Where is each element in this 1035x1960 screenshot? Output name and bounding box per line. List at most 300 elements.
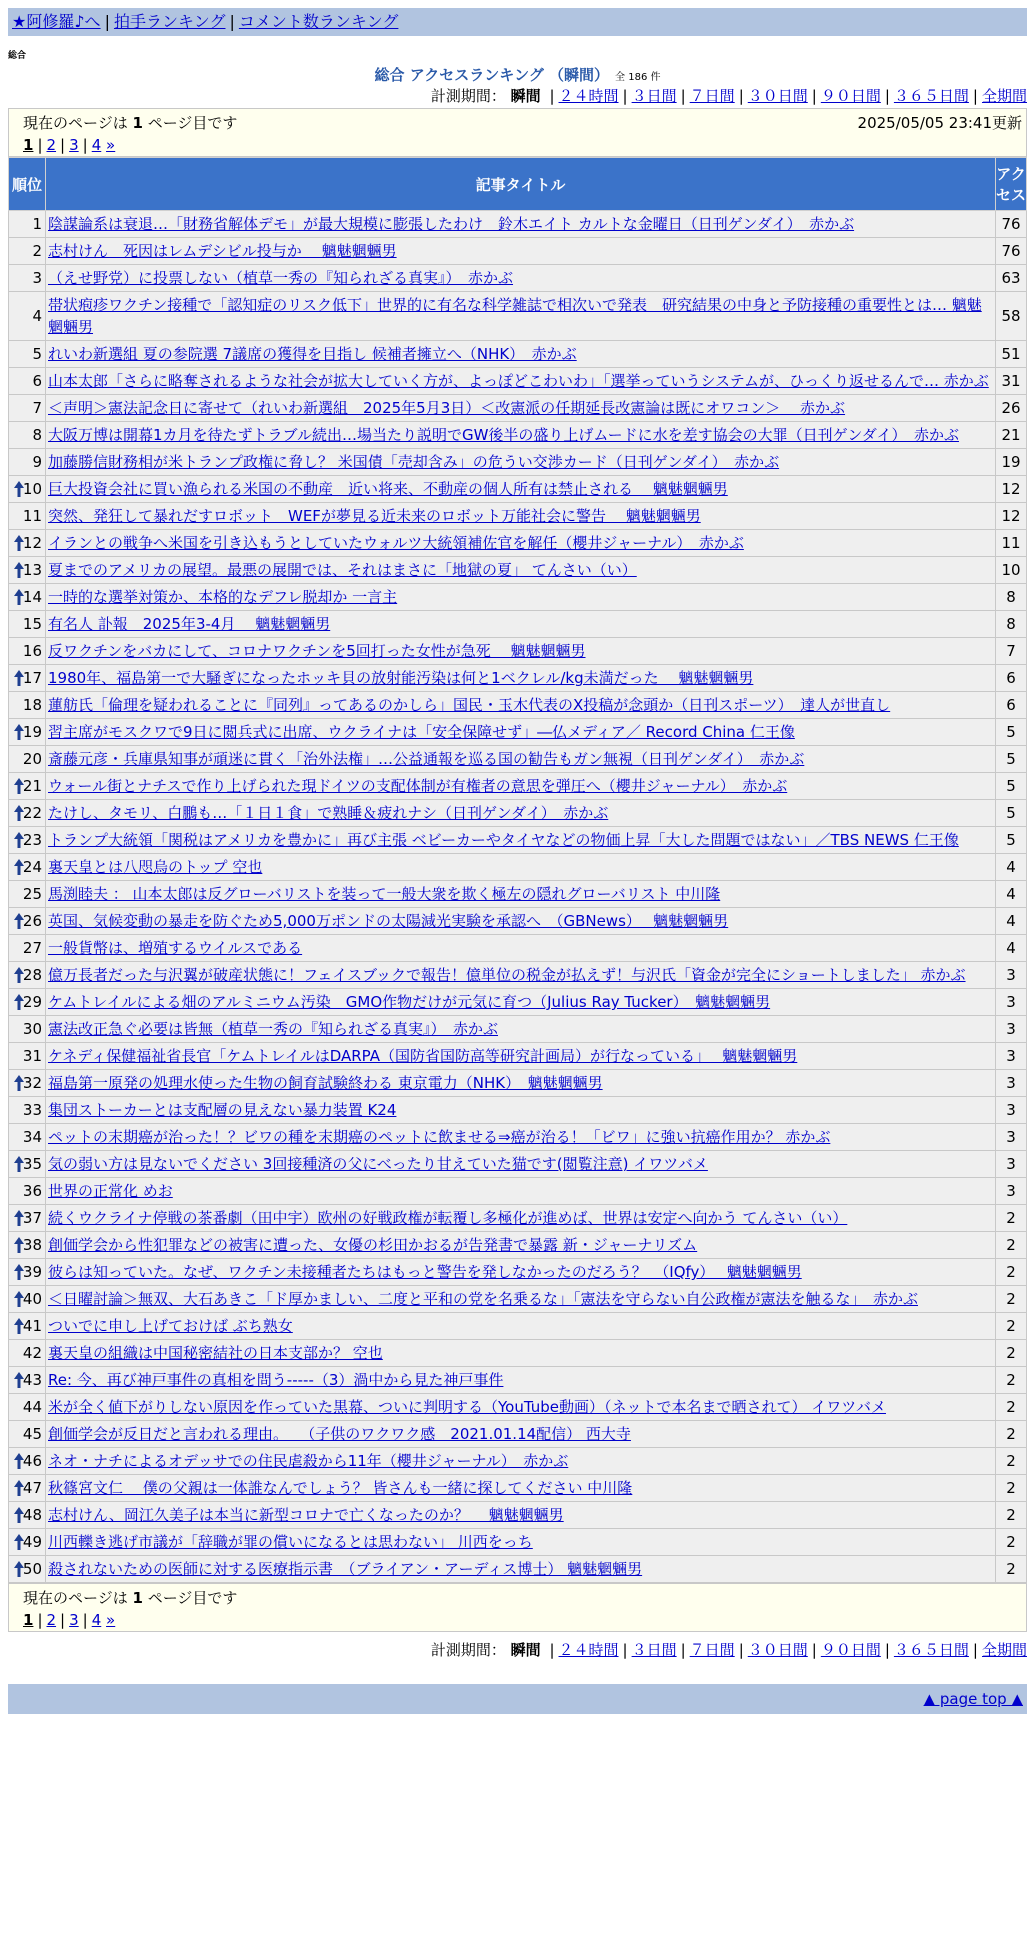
rank-up-arrow-icon [13, 777, 25, 795]
article-title-link[interactable]: 世界の正常化 めお [48, 1182, 173, 1200]
page-info-number: 1 [132, 114, 143, 132]
period-link[interactable]: ７日間 [689, 87, 735, 105]
table-row [9, 530, 1027, 557]
table-row [9, 908, 1027, 935]
rank-cell [9, 692, 46, 719]
pager [23, 1609, 1022, 1631]
article-title-link[interactable]: Re: 今、再び神戸事件の真相を問う-----（3）渦中から見た神戸事件 [48, 1371, 504, 1389]
rank-cell [9, 1529, 46, 1556]
table-row [9, 746, 1027, 773]
rank-number: 49 [22, 1533, 42, 1551]
title-cell [46, 368, 996, 395]
rank-number: 1 [32, 215, 42, 233]
article-title-link[interactable]: ＜日曜討論＞無双、大石あきこ「ド厚かましい、二度と平和の党を名乗るな」「憲法を守らない自公政権が憲法を触るな」 赤かぶ [48, 1290, 919, 1308]
period-link[interactable]: 全期間 [981, 1641, 1027, 1659]
access-count: 3 [996, 1043, 1027, 1070]
access-count: 3 [996, 1124, 1027, 1151]
table-row [9, 611, 1027, 638]
access-count: 12 [996, 476, 1027, 503]
rank-up-arrow-icon [13, 588, 25, 606]
title-cell [46, 1529, 996, 1556]
rank-number: 43 [22, 1371, 42, 1389]
rank-number: 4 [32, 307, 42, 325]
rank-number: 8 [32, 426, 42, 444]
ranking-table [8, 157, 1027, 1583]
table-row [9, 1205, 1027, 1232]
title-cell [46, 638, 996, 665]
article-title-link[interactable]: ついでに申し上げておけば ぶち熟女 [48, 1317, 293, 1335]
rank-cell [9, 1151, 46, 1178]
rank-up-arrow-icon [13, 993, 25, 1011]
rank-number: 46 [22, 1452, 42, 1470]
separator: | [884, 87, 890, 105]
separator: | [549, 1641, 555, 1659]
rank-cell [9, 211, 46, 238]
rank-number: 14 [22, 588, 42, 606]
access-count: 2 [996, 1286, 1027, 1313]
title-cell [46, 1367, 996, 1394]
separator: | [680, 1641, 686, 1659]
article-title-link[interactable]: 創価学会が反日だと言われる理由。 （子供のワクワク感 2021.01.14配信） 西大寺 [48, 1425, 631, 1443]
title-cell [46, 1232, 996, 1259]
article-title-link[interactable]: 福島第一原発の処理水使った生物の飼育試験終わる 東京電力（NHK） 魑魅魍魎男 [48, 1074, 603, 1092]
title-cell [46, 1097, 996, 1124]
rank-cell [9, 665, 46, 692]
pager-link-page[interactable]: 2 [46, 136, 57, 154]
separator: | [622, 1641, 628, 1659]
rank-up-arrow-icon [13, 966, 25, 984]
access-count: 11 [996, 530, 1027, 557]
rank-cell [9, 1313, 46, 1340]
separator: | [884, 1641, 890, 1659]
title-cell [46, 827, 996, 854]
pager [23, 134, 1022, 156]
period-link[interactable]: 全期間 [981, 87, 1027, 105]
rank-number: 2 [32, 242, 42, 260]
rank-number: 23 [22, 831, 42, 849]
rank-number: 20 [22, 750, 42, 768]
rank-number: 11 [22, 507, 42, 525]
top-nav-link-home[interactable]: ★阿修羅♪へ [12, 12, 101, 31]
article-title-link[interactable]: たけし、タモリ、白鵬も…「１日１食」で熟睡＆疲れナシ（日刊ゲンダイ） 赤かぶ [48, 804, 609, 822]
access-count: 2 [996, 1259, 1027, 1286]
rank-number: 26 [22, 912, 42, 930]
rank-cell [9, 238, 46, 265]
access-count: 3 [996, 989, 1027, 1016]
article-title-link[interactable]: 憲法改正急ぐ必要は皆無（植草一秀の『知られざる真実』） 赤かぶ [48, 1020, 499, 1038]
title-cell [46, 449, 996, 476]
pager-next-link[interactable]: » [106, 1611, 116, 1629]
article-title-link[interactable]: 志村けん、岡江久美子は本当に新型コロナで亡くなったのか？ 魑魅魍魎男 [48, 1506, 564, 1524]
table-row [9, 341, 1027, 368]
title-cell [46, 1070, 996, 1097]
article-title-link[interactable]: ネオ・ナチによるオデッサでの住民虐殺から11年（櫻井ジャーナル） 赤かぶ [48, 1452, 569, 1470]
rank-number: 42 [22, 1344, 42, 1362]
pager-link-page[interactable]: 3 [69, 136, 79, 154]
separator: | [972, 87, 978, 105]
period-selector-bottom [8, 1638, 1027, 1662]
rank-cell [9, 719, 46, 746]
separator: | [738, 87, 744, 105]
rank-number: 16 [22, 642, 42, 660]
rank-cell [9, 422, 46, 449]
rank-up-arrow-icon [13, 831, 25, 849]
period-selector-top [8, 84, 1027, 108]
table-row [9, 1043, 1027, 1070]
title-cell [46, 719, 996, 746]
article-title-link[interactable]: 斎藤元彦・兵庫県知事が頑迷に貫く「治外法権」…公益通報を巡る国の勧告もガン無視（日刊ゲンダイ） 赤かぶ [48, 750, 805, 768]
rank-number: 17 [22, 669, 42, 687]
rank-cell [9, 368, 46, 395]
rank-cell [9, 292, 46, 341]
rank-number: 10 [22, 480, 42, 498]
article-title-link[interactable]: 一時的な選挙対策か、本格的なデフレ脱却か 一言主 [48, 588, 398, 606]
title-cell [46, 584, 996, 611]
period-link[interactable]: ９０日間 [820, 87, 881, 105]
article-title-link[interactable]: ケムトレイルによる畑のアルミニウム汚染 GMO作物だけが元気に育つ（Julius Ray Tucker） 魑魅魍魎男 [48, 993, 771, 1011]
article-title-link[interactable]: 帯状疱疹ワクチン接種で「認知症のリスク低下」世界的に有名な科学雑誌で相次いで発表 研究結果の中身と予防接種の重要性とは… 魑魅魍魎男 [48, 296, 982, 336]
period-current: 瞬間 [510, 1641, 541, 1659]
rank-cell [9, 611, 46, 638]
page-top-link[interactable]: ▲ page top ▲ [923, 1690, 1023, 1708]
rank-cell [9, 449, 46, 476]
rank-number: 24 [22, 858, 42, 876]
title-cell [46, 935, 996, 962]
access-count: 4 [996, 881, 1027, 908]
article-title-link[interactable]: 大阪万博は開幕1カ月を待たずトラブル続出…場当たり説明でGW後半の盛り上げムードに水を差す協会の大罪（日刊ゲンダイ） 赤かぶ [48, 426, 959, 444]
table-row [9, 1475, 1027, 1502]
rank-cell [9, 935, 46, 962]
period-link[interactable]: ２４時間 [558, 87, 619, 105]
separator: | [549, 87, 555, 105]
rank-cell [9, 1259, 46, 1286]
access-count: 3 [996, 1097, 1027, 1124]
title-cell [46, 1259, 996, 1286]
access-count: 6 [996, 665, 1027, 692]
table-row [9, 962, 1027, 989]
access-count: 2 [996, 1448, 1027, 1475]
rank-up-arrow-icon [13, 1560, 25, 1578]
article-title-link[interactable]: 創価学会から性犯罪などの被害に遭った、女優の杉田かおるが告発書で暴露 新・ジャーナリズム [48, 1236, 698, 1254]
rank-cell [9, 638, 46, 665]
period-link[interactable]: ３６５日間 [893, 1641, 969, 1659]
title-cell [46, 395, 996, 422]
access-count: 8 [996, 584, 1027, 611]
rank-number: 21 [22, 777, 42, 795]
rank-number: 18 [22, 696, 42, 714]
rank-number: 31 [22, 1047, 42, 1065]
pager-current-page: 1 [23, 1611, 34, 1629]
access-count: 76 [996, 211, 1027, 238]
rank-number: 25 [22, 885, 42, 903]
table-row [9, 1313, 1027, 1340]
title-cell [46, 881, 996, 908]
separator: | [229, 12, 235, 31]
top-nav-bar [8, 8, 1027, 36]
article-title-link[interactable]: 英国、気候変動の暴走を防ぐため5,000万ポンドの太陽減光実験を承認へ （GBNews） 魑魅魍魎男 [48, 912, 729, 930]
title-cell [46, 1394, 996, 1421]
title-cell [46, 773, 996, 800]
access-count: 3 [996, 1016, 1027, 1043]
article-title-link[interactable]: （えせ野党）に投票しない（植草一秀の『知られざる真実』） 赤かぶ [48, 269, 514, 287]
access-count: 21 [996, 422, 1027, 449]
article-title-link[interactable]: 殺されないための医師に対する医療指示書 （ブライアン・アーディス博士） 魑魅魍魎男 [48, 1560, 643, 1578]
article-title-link[interactable]: 彼らは知っていた。なぜ、ワクチン未接種者たちはもっと警告を発しなかったのだろう？ （IQfy） 魑魅魍魎男 [48, 1263, 802, 1281]
access-count: 10 [996, 557, 1027, 584]
period-link[interactable]: ３日間 [631, 87, 677, 105]
article-title-link[interactable]: 米が全く値下がりしない原因を作っていた黒幕、ついに判明する（YouTube動画）（ネットで本名まで晒されて） イワツバメ [48, 1398, 886, 1416]
pager-link-page[interactable]: 3 [69, 1611, 79, 1629]
rank-cell [9, 476, 46, 503]
article-title-link[interactable]: 一般貨幣は、増殖するウイルスである [48, 939, 303, 957]
access-count: 2 [996, 1367, 1027, 1394]
access-count: 8 [996, 611, 1027, 638]
table-row [9, 1340, 1027, 1367]
title-cell [46, 746, 996, 773]
rank-cell [9, 1124, 46, 1151]
article-title-link[interactable]: ウォール街とナチスで作り上げられた現ドイツの支配体制が有権者の意思を弾圧へ（櫻井ジャーナル） 赤かぶ [48, 777, 788, 795]
rank-cell [9, 1394, 46, 1421]
table-row [9, 1232, 1027, 1259]
title-cell [46, 1043, 996, 1070]
rank-number: 39 [22, 1263, 42, 1281]
article-title-link[interactable]: ＜声明＞憲法記念日に寄せて（れいわ新選組 2025年5月3日）＜改憲派の任期延長改憲論は既にオワコン＞ 赤かぶ [48, 399, 846, 417]
table-row [9, 1502, 1027, 1529]
ranking-table-body [9, 211, 1027, 1583]
access-count: 19 [996, 449, 1027, 476]
article-title-link[interactable]: れいわ新選組 夏の参院選 7議席の獲得を目指し 候補者擁立へ（NHK） 赤かぶ [48, 345, 577, 363]
title-cell [46, 1556, 996, 1583]
table-row [9, 638, 1027, 665]
pager-link-page[interactable]: 4 [91, 1611, 102, 1629]
rank-up-arrow-icon [13, 1209, 25, 1227]
rank-number: 41 [22, 1317, 42, 1335]
article-title-link[interactable]: 馬渕睦夫 ： 山本太郎は反グローバリストを装って一般大衆を欺く極左の隠れグローバリスト 中川隆 [48, 885, 721, 903]
article-title-link[interactable]: 陰謀論系は衰退…「財務省解体デモ」が最大規模に膨張したわけ 鈴木エイト カルトな金曜日（日刊ゲンダイ） 赤かぶ [48, 215, 855, 233]
rank-cell [9, 908, 46, 935]
updated-time: 2025/05/05 23:41更新 [857, 114, 1022, 132]
access-count: 6 [996, 692, 1027, 719]
rank-number: 48 [22, 1506, 42, 1524]
rank-cell [9, 1070, 46, 1097]
header-rank: 順位 [9, 158, 46, 211]
period-link[interactable]: ２４時間 [558, 1641, 619, 1659]
article-title-link[interactable]: 加藤勝信財務相が米トランプ政権に脅し？ 米国債「売却含み」の危うい交渉カード（日刊ゲンダイ） 赤かぶ [48, 453, 780, 471]
article-title-link[interactable]: 集団ストーカーとは支配層の見えない暴力装置 K24 [48, 1101, 397, 1119]
pagination-panel-top [8, 108, 1027, 157]
pager-link-page[interactable]: 4 [91, 136, 102, 154]
article-title-link[interactable]: ペットの末期癌が治った！？ビワの種を末期癌のペットに飲ませる⇒癌が治る！「ビワ」に強い抗癌作用か？ 赤かぶ [48, 1128, 831, 1146]
title-cell [46, 692, 996, 719]
rank-number: 35 [22, 1155, 42, 1173]
table-row [9, 1016, 1027, 1043]
title-cell [46, 1286, 996, 1313]
title-cell [46, 1421, 996, 1448]
page-heading [8, 64, 1027, 84]
access-count: 2 [996, 1475, 1027, 1502]
table-row [9, 1367, 1027, 1394]
article-title-link[interactable]: 1980年、福島第一で大騒ぎになったホッキ貝の放射能汚染は何と1ベクレル/kg未満だった 魑魅魍魎男 [48, 669, 754, 687]
rank-up-arrow-icon [13, 1317, 25, 1335]
rank-cell [9, 1475, 46, 1502]
article-title-link[interactable]: 山本太郎「さらに略奪されるような社会が拡大していく方が、よっぽどこわいわ」「選挙っていうシステムが、ひっくり返せるんで… 赤かぶ [48, 372, 989, 390]
article-title-link[interactable]: 億万長者だった与沢翼が破産状態に！フェイスブックで報告！億単位の税金が払えず！与沢氏「資金が完全にショートしました」 赤かぶ [48, 966, 966, 984]
period-link[interactable]: ９０日間 [820, 1641, 881, 1659]
rank-number: 44 [22, 1398, 42, 1416]
title-cell [46, 341, 996, 368]
access-count: 12 [996, 503, 1027, 530]
access-count: 26 [996, 395, 1027, 422]
rank-number: 47 [22, 1479, 42, 1497]
rank-up-arrow-icon [13, 561, 25, 579]
rank-cell [9, 530, 46, 557]
article-title-link[interactable]: 有名人 訃報 2025年3-4月 魑魅魍魎男 [48, 615, 331, 633]
separator: | [738, 1641, 744, 1659]
rank-cell [9, 881, 46, 908]
title-cell [46, 1016, 996, 1043]
access-count: 3 [996, 1070, 1027, 1097]
access-count: 5 [996, 746, 1027, 773]
table-row [9, 881, 1027, 908]
article-title-link[interactable]: 習主席がモスクワで9日に閲兵式に出席、ウクライナは「安全保障せず」―仏メディア／ Record China 仁王像 [48, 723, 795, 741]
period-link[interactable]: ７日間 [689, 1641, 735, 1659]
access-count: 3 [996, 1151, 1027, 1178]
table-row [9, 1421, 1027, 1448]
table-row [9, 368, 1027, 395]
pager-next-link[interactable]: » [106, 136, 116, 154]
pagination-panel-bottom [8, 1583, 1027, 1632]
article-title-link[interactable]: 巨大投資会社に買い漁られる米国の不動産 近い将来、不動産の個人所有は禁止される 魑魅魍魎男 [48, 480, 728, 498]
period-link[interactable]: ３０日間 [747, 1641, 808, 1659]
pager-current-page: 1 [23, 136, 34, 154]
title-cell [46, 1313, 996, 1340]
page-info-text: 現在のページは [23, 114, 133, 132]
rank-cell [9, 854, 46, 881]
rank-up-arrow-icon [13, 1074, 25, 1092]
table-row [9, 1448, 1027, 1475]
article-title-link[interactable]: 秋篠宮文仁 僕の父親は一体誰なんでしょう？ 皆さんも一緒に探してください 中川隆 [48, 1479, 633, 1497]
separator: | [82, 1611, 88, 1629]
article-title-link[interactable]: 続くウクライナ停戦の茶番劇（田中宇）欧州の好戦政権が転覆し多極化が進めば、世界は安定へ向かう てんさい（い） [48, 1209, 848, 1227]
rank-number: 15 [22, 615, 42, 633]
table-row [9, 773, 1027, 800]
separator: | [811, 87, 817, 105]
rank-number: 40 [22, 1290, 42, 1308]
article-title-link[interactable]: 志村けん 死因はレムデシビル投与か 魑魅魍魎男 [48, 242, 397, 260]
table-row [9, 395, 1027, 422]
article-title-link[interactable]: トランプ大統領「関税はアメリカを豊かに」再び主張 ベビーカーやタイヤなどの物価上昇「大した問題ではない」／TBS NEWS 仁王像 [48, 831, 959, 849]
article-title-link[interactable]: イランとの戦争へ米国を引き込もうとしていたウォルツ大統領補佐官を解任（櫻井ジャーナル） 赤かぶ [48, 534, 744, 552]
access-count: 2 [996, 1313, 1027, 1340]
pager-link-page[interactable]: 2 [46, 1611, 57, 1629]
rank-cell [9, 989, 46, 1016]
title-cell [46, 908, 996, 935]
separator: | [37, 136, 43, 154]
rank-number: 36 [22, 1182, 42, 1200]
rank-cell [9, 1340, 46, 1367]
separator: | [972, 1641, 978, 1659]
title-cell [46, 1124, 996, 1151]
rank-number: 7 [32, 399, 42, 417]
page-title: 総合 アクセスランキング （瞬間） [374, 66, 610, 84]
rank-cell [9, 773, 46, 800]
article-title-link[interactable]: 突然、発狂して暴れだすロボット WEFが夢見る近未来のロボット万能社会に警告 魑魅魍魎男 [48, 507, 701, 525]
rank-number: 22 [22, 804, 42, 822]
table-row [9, 827, 1027, 854]
access-count: 5 [996, 773, 1027, 800]
article-title-link[interactable]: 夏までのアメリカの展望。最悪の展開では、それはまさに「地獄の夏」 てんさい（い） [48, 561, 637, 579]
access-count: 58 [996, 292, 1027, 341]
rank-cell [9, 395, 46, 422]
title-cell [46, 557, 996, 584]
title-cell [46, 238, 996, 265]
access-count: 5 [996, 800, 1027, 827]
article-title-link[interactable]: 蓮舫氏「倫理を疑われることに『同列』ってあるのかしら」国民・玉木代表のX投稿が念頭か（日刊スポーツ） 達人が世直し [48, 696, 891, 714]
rank-number: 33 [22, 1101, 42, 1119]
article-title-link[interactable]: 川西轢き逃げ市議が「辞職が罪の償いになるとは思わない」 川西をっち [48, 1533, 533, 1551]
rank-number: 30 [22, 1020, 42, 1038]
access-count: 7 [996, 638, 1027, 665]
rank-number: 13 [22, 561, 42, 579]
table-row [9, 989, 1027, 1016]
title-cell [46, 1448, 996, 1475]
header-access: アクセス [996, 158, 1027, 211]
access-count: 31 [996, 368, 1027, 395]
article-title-link[interactable]: 裏天皇の組織は中国秘密結社の日本支部か？ 空也 [48, 1344, 383, 1362]
title-cell [46, 422, 996, 449]
table-row [9, 1259, 1027, 1286]
title-cell [46, 611, 996, 638]
table-row [9, 211, 1027, 238]
page-info-text: ページ目です [142, 114, 238, 132]
rank-number: 6 [32, 372, 42, 390]
title-cell [46, 989, 996, 1016]
period-link[interactable]: ３０日間 [747, 87, 808, 105]
access-count: 2 [996, 1529, 1027, 1556]
top-nav-link-applause-ranking[interactable]: 拍手ランキング [113, 12, 226, 31]
separator: | [622, 87, 628, 105]
rank-cell [9, 800, 46, 827]
footer-bar [8, 1684, 1027, 1714]
rank-up-arrow-icon [13, 1506, 25, 1524]
period-link[interactable]: ３６５日間 [893, 87, 969, 105]
access-count: 76 [996, 238, 1027, 265]
rank-up-arrow-icon [13, 912, 25, 930]
access-count: 3 [996, 962, 1027, 989]
page-info-text: ページ目です [142, 1589, 238, 1607]
rank-cell [9, 1502, 46, 1529]
rank-number: 38 [22, 1236, 42, 1254]
period-links [545, 87, 1027, 105]
access-count: 2 [996, 1232, 1027, 1259]
access-count: 4 [996, 935, 1027, 962]
access-count: 63 [996, 265, 1027, 292]
rank-number: 50 [22, 1560, 42, 1578]
period-link[interactable]: ３日間 [631, 1641, 677, 1659]
article-title-link[interactable]: 反ワクチンをバカにして、コロナワクチンを5回打った女性が急死 魑魅魍魎男 [48, 642, 586, 660]
page-info-text: 現在のページは [23, 1589, 133, 1607]
article-title-link[interactable]: ケネディ保健福祉省長官「ケムトレイルはDARPA（国防省国防高等研究計画局）が行なっている」 魑魅魍魎男 [48, 1047, 798, 1065]
separator: | [60, 136, 66, 154]
top-nav-link-comment-ranking[interactable]: コメント数ランキング [238, 12, 399, 31]
article-title-link[interactable]: 裏天皇とは八咫烏のトップ 空也 [48, 858, 263, 876]
article-title-link[interactable]: 気の弱い方は見ないでください 3回接種済の父にべったり甘えていた猫です(閲覧注意) イワツバメ [48, 1155, 708, 1173]
rank-up-arrow-icon [13, 1533, 25, 1551]
table-row [9, 292, 1027, 341]
table-row [9, 238, 1027, 265]
table-row [9, 692, 1027, 719]
table-row [9, 1286, 1027, 1313]
